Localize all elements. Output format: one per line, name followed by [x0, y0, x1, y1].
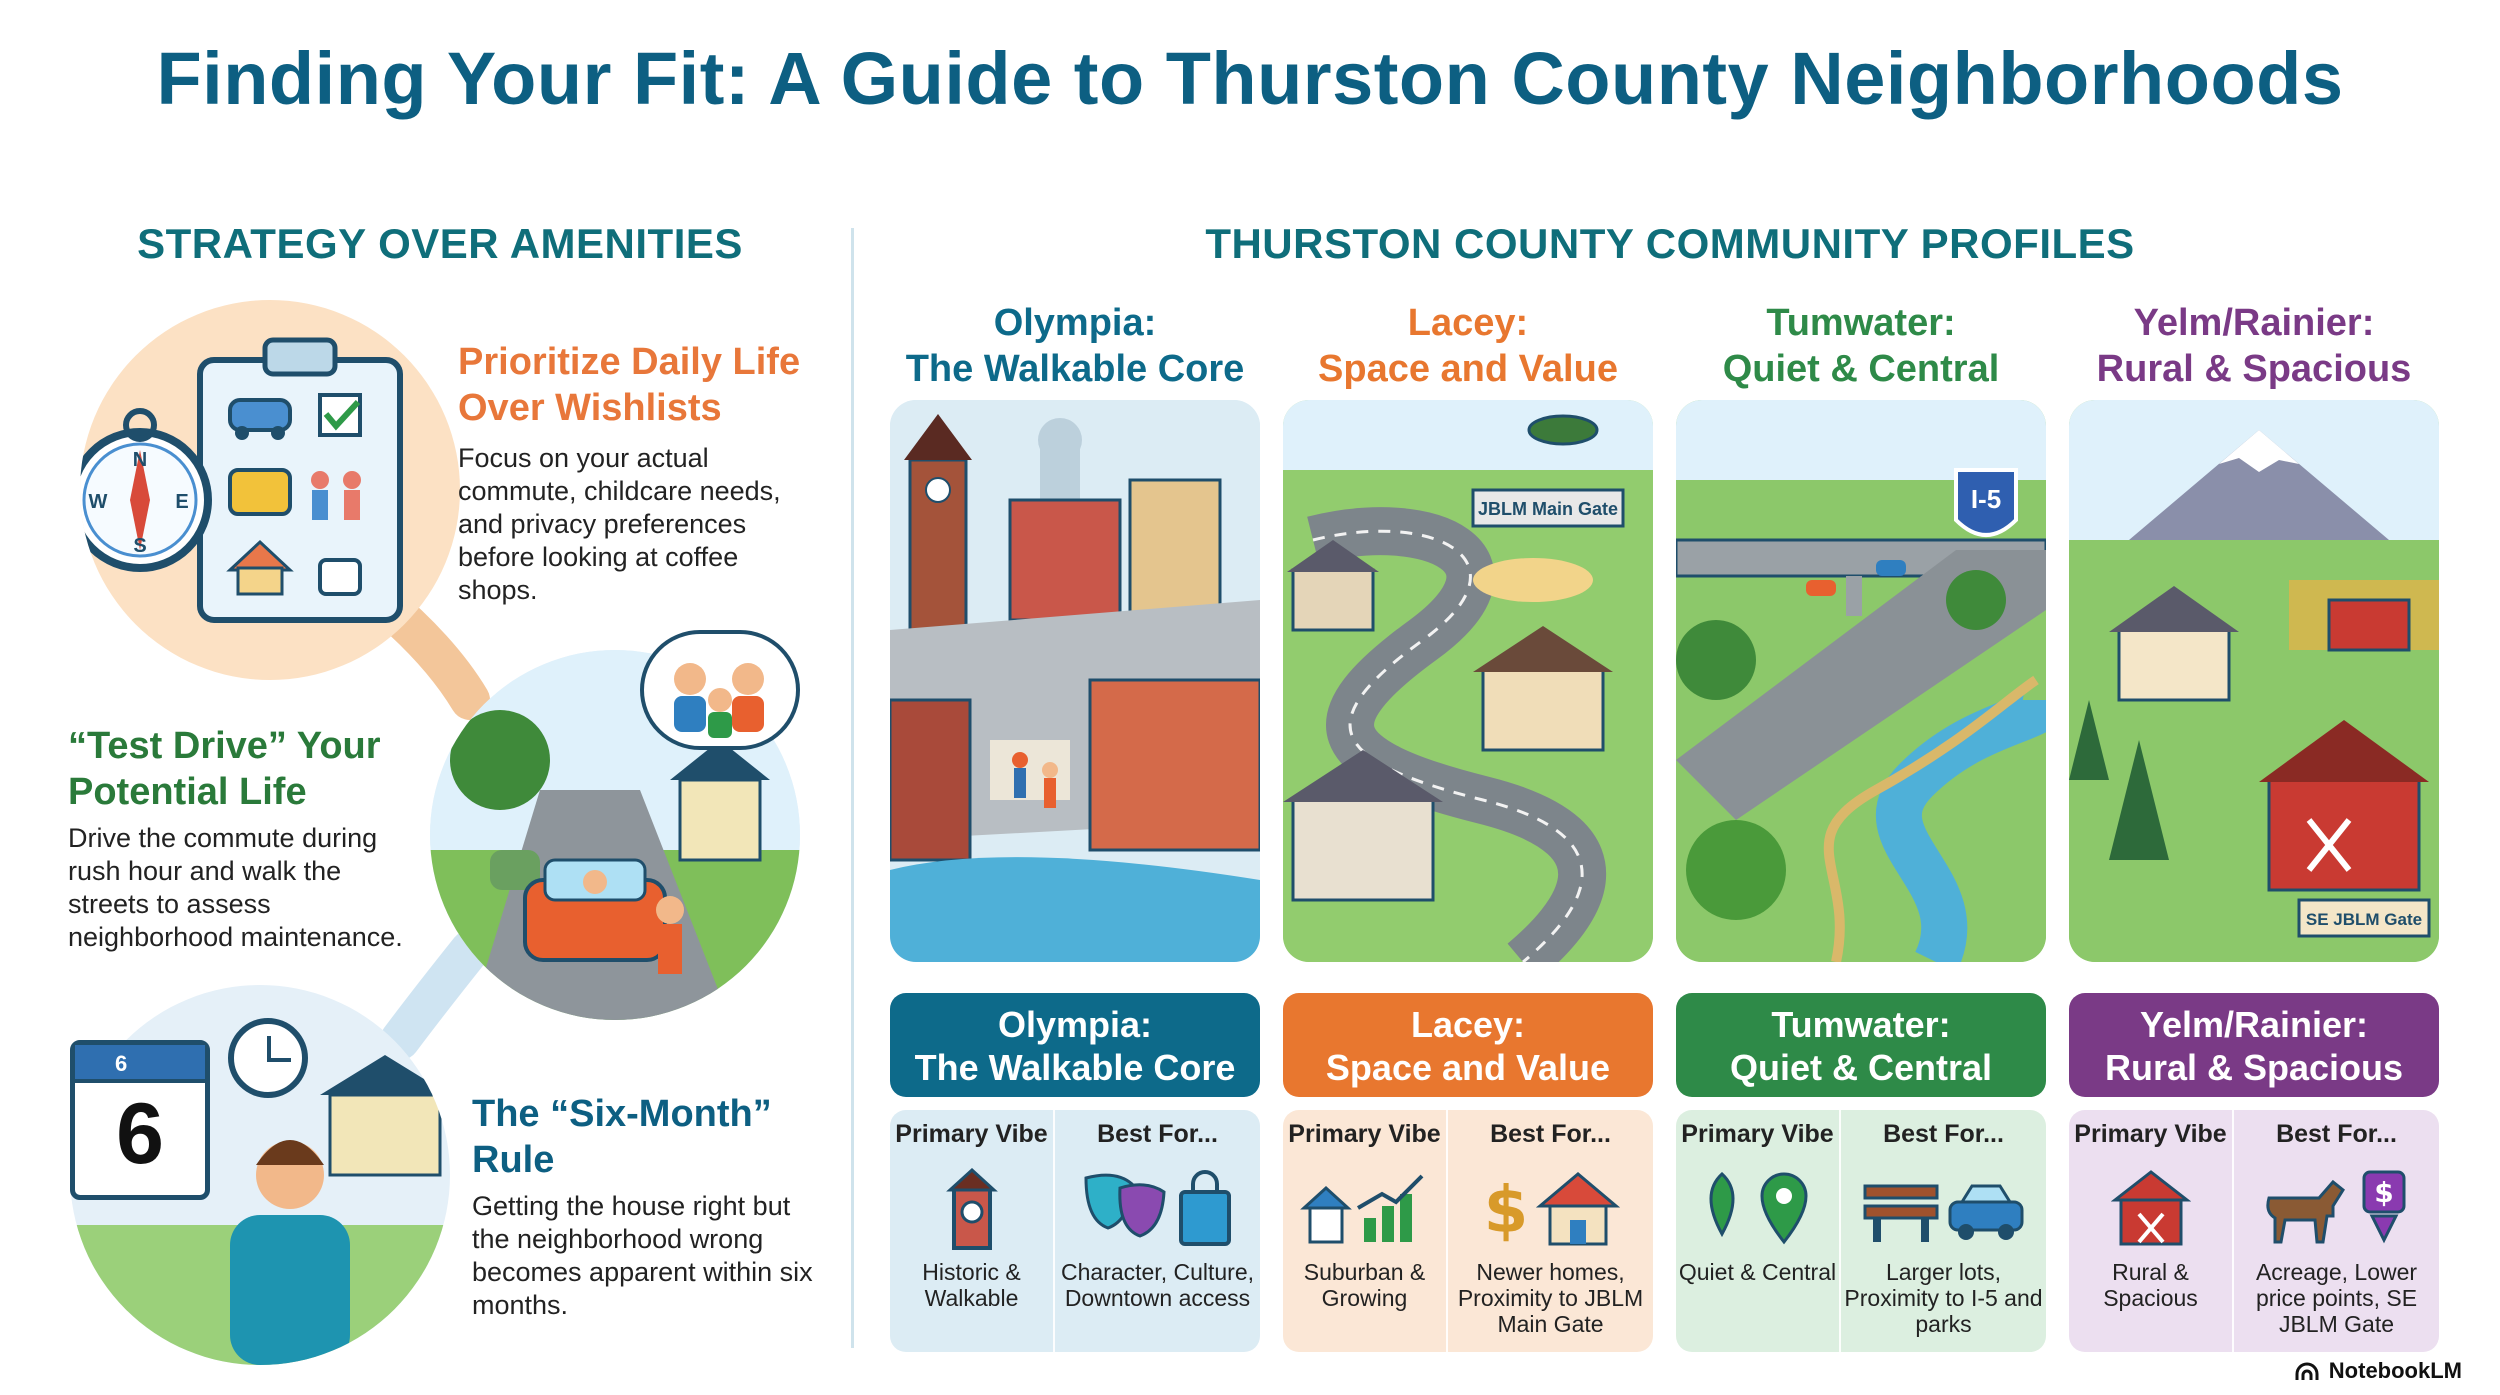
yelm-illustration	[2069, 400, 2439, 962]
tumwater-best: Larger lots, Proximity to I-5 and parks	[1844, 1259, 2043, 1337]
calendar-number: 6	[116, 1086, 164, 1182]
leaf-pin-icon	[1698, 1168, 1818, 1248]
profiles-heading: THURSTON COUNTY COMMUNITY PROFILES	[1205, 220, 2135, 267]
notebooklm-logo-icon	[2295, 1362, 2319, 1382]
svg-text:$: $	[2373, 1176, 2394, 1209]
svg-text:S: S	[133, 535, 147, 557]
yelm-best: Acreage, Lower price points, SE JBLM Gate	[2255, 1259, 2418, 1337]
tumwater-tagline: Quiet & Central	[1722, 348, 2000, 391]
tumwater-title	[1676, 300, 2046, 393]
i5-shield-icon	[1956, 470, 2016, 535]
lacey-gate-sign: JBLM Main Gate	[1477, 499, 1619, 519]
tumwater-vibe: Quiet & Central	[1678, 1259, 1837, 1285]
tumwater-best-head: Best For...	[1883, 1120, 2004, 1148]
lacey-best: Newer homes, Proximity to JBLM Main Gate	[1457, 1259, 1644, 1337]
olympia-best-head: Best For...	[1097, 1120, 1218, 1148]
price-down-icon	[2354, 1168, 2414, 1248]
lacey-best-head: Best For...	[1490, 1120, 1611, 1148]
horse-icon	[2259, 1168, 2349, 1248]
strategy-heading: STRATEGY OVER AMENITIES	[137, 220, 743, 267]
lacey-illustration	[1283, 400, 1653, 962]
six-month-body: Getting the house right but the neighborhood wrong becomes apparent within six months.	[472, 1191, 813, 1320]
yelm-best-head: Best For...	[2276, 1120, 2397, 1148]
svg-text:W: W	[88, 491, 108, 513]
tumwater-name: Tumwater:	[1766, 302, 1956, 344]
calendar-icon	[70, 1040, 210, 1200]
yelm-gate-sign: SE JBLM Gate	[2305, 910, 2423, 929]
lacey-vibe-head: Primary Vibe	[1288, 1120, 1441, 1148]
yelm-banner	[2069, 993, 2439, 1097]
brand-footer	[2295, 1358, 2462, 1384]
olympia-name: Olympia:	[993, 302, 1157, 344]
olympia-tagline: The Walkable Core	[905, 348, 1245, 391]
yelm-vibe: Rural & Spacious	[2103, 1259, 2198, 1311]
bench-icon	[1861, 1168, 1941, 1248]
yelm-vibe-head: Primary Vibe	[2074, 1120, 2227, 1148]
lacey-name: Lacey:	[1407, 302, 1529, 344]
test-drive-title: “Test Drive” Your Potential Life	[68, 725, 381, 813]
svg-text:E: E	[175, 491, 189, 513]
prioritize-title: Prioritize Daily Life Over Wishlists	[458, 341, 801, 429]
yelm-banner-tagline: Rural & Spacious	[2104, 1047, 2404, 1089]
prioritize-body: Focus on your actual commute, childcare needs, and privacy preferences before looking at coffee shops.	[458, 443, 781, 605]
svg-text:$: $	[1484, 1174, 1529, 1248]
lacey-vibe: Suburban & Growing	[1303, 1259, 1426, 1311]
houses-growth-icon	[1300, 1168, 1430, 1248]
yelm-tagline: Rural & Spacious	[2096, 348, 2412, 391]
lacey-banner	[1283, 993, 1653, 1097]
yelm-name: Yelm/Rainier:	[2133, 302, 2375, 344]
olympia-title	[890, 300, 1260, 393]
olympia-banner	[890, 993, 1260, 1097]
olympia-card	[890, 1110, 1260, 1352]
barn-icon	[2111, 1168, 2191, 1248]
thought-bubble-icon	[640, 630, 800, 750]
tumwater-card	[1676, 1110, 2046, 1352]
olympia-banner-name: Olympia:	[997, 1004, 1153, 1045]
olympia-best: Character, Culture, Downtown access	[1060, 1259, 1255, 1311]
tumwater-banner-tagline: Quiet & Central	[1729, 1047, 1993, 1089]
lacey-banner-tagline: Space and Value	[1325, 1047, 1611, 1089]
shopping-bag-icon	[1175, 1168, 1235, 1248]
yelm-banner-name: Yelm/Rainier:	[2139, 1004, 2369, 1045]
brand-name: NotebookLM	[2328, 1358, 2462, 1383]
lacey-banner-name: Lacey:	[1410, 1004, 1526, 1045]
house-icon	[1536, 1168, 1620, 1248]
theater-masks-icon	[1080, 1168, 1170, 1248]
yelm-title	[2069, 300, 2439, 393]
tumwater-banner	[1676, 993, 2046, 1097]
olympia-banner-tagline: The Walkable Core	[914, 1047, 1236, 1089]
lacey-card	[1283, 1110, 1653, 1352]
lacey-tagline: Space and Value	[1318, 348, 1618, 391]
calendar-small-number: 6	[115, 1051, 128, 1076]
page-title: Finding Your Fit: A Guide to Thurston County Neighborhoods	[156, 37, 2344, 120]
dollar-icon	[1481, 1168, 1531, 1248]
tumwater-illustration	[1676, 400, 2046, 962]
tumwater-vibe-head: Primary Vibe	[1681, 1120, 1834, 1148]
olympia-illustration	[890, 400, 1260, 962]
prioritize-illustration	[80, 300, 460, 680]
tumwater-highway-sign: I-5	[1970, 484, 2002, 514]
car-icon	[1946, 1168, 2026, 1248]
lacey-title	[1283, 300, 1653, 393]
test-drive-body: Drive the commute during rush hour and walk the streets to assess neighborhood maintenance.	[68, 823, 403, 952]
svg-text:N: N	[132, 449, 148, 471]
tumwater-banner-name: Tumwater:	[1771, 1004, 1951, 1045]
yelm-card	[2069, 1110, 2439, 1352]
clock-icon	[228, 1018, 308, 1098]
olympia-vibe-head: Primary Vibe	[895, 1120, 1048, 1148]
clock-tower-icon	[942, 1168, 1002, 1252]
olympia-vibe: Historic & Walkable	[922, 1259, 1021, 1311]
six-month-title: The “Six-Month” Rule	[472, 1093, 772, 1181]
